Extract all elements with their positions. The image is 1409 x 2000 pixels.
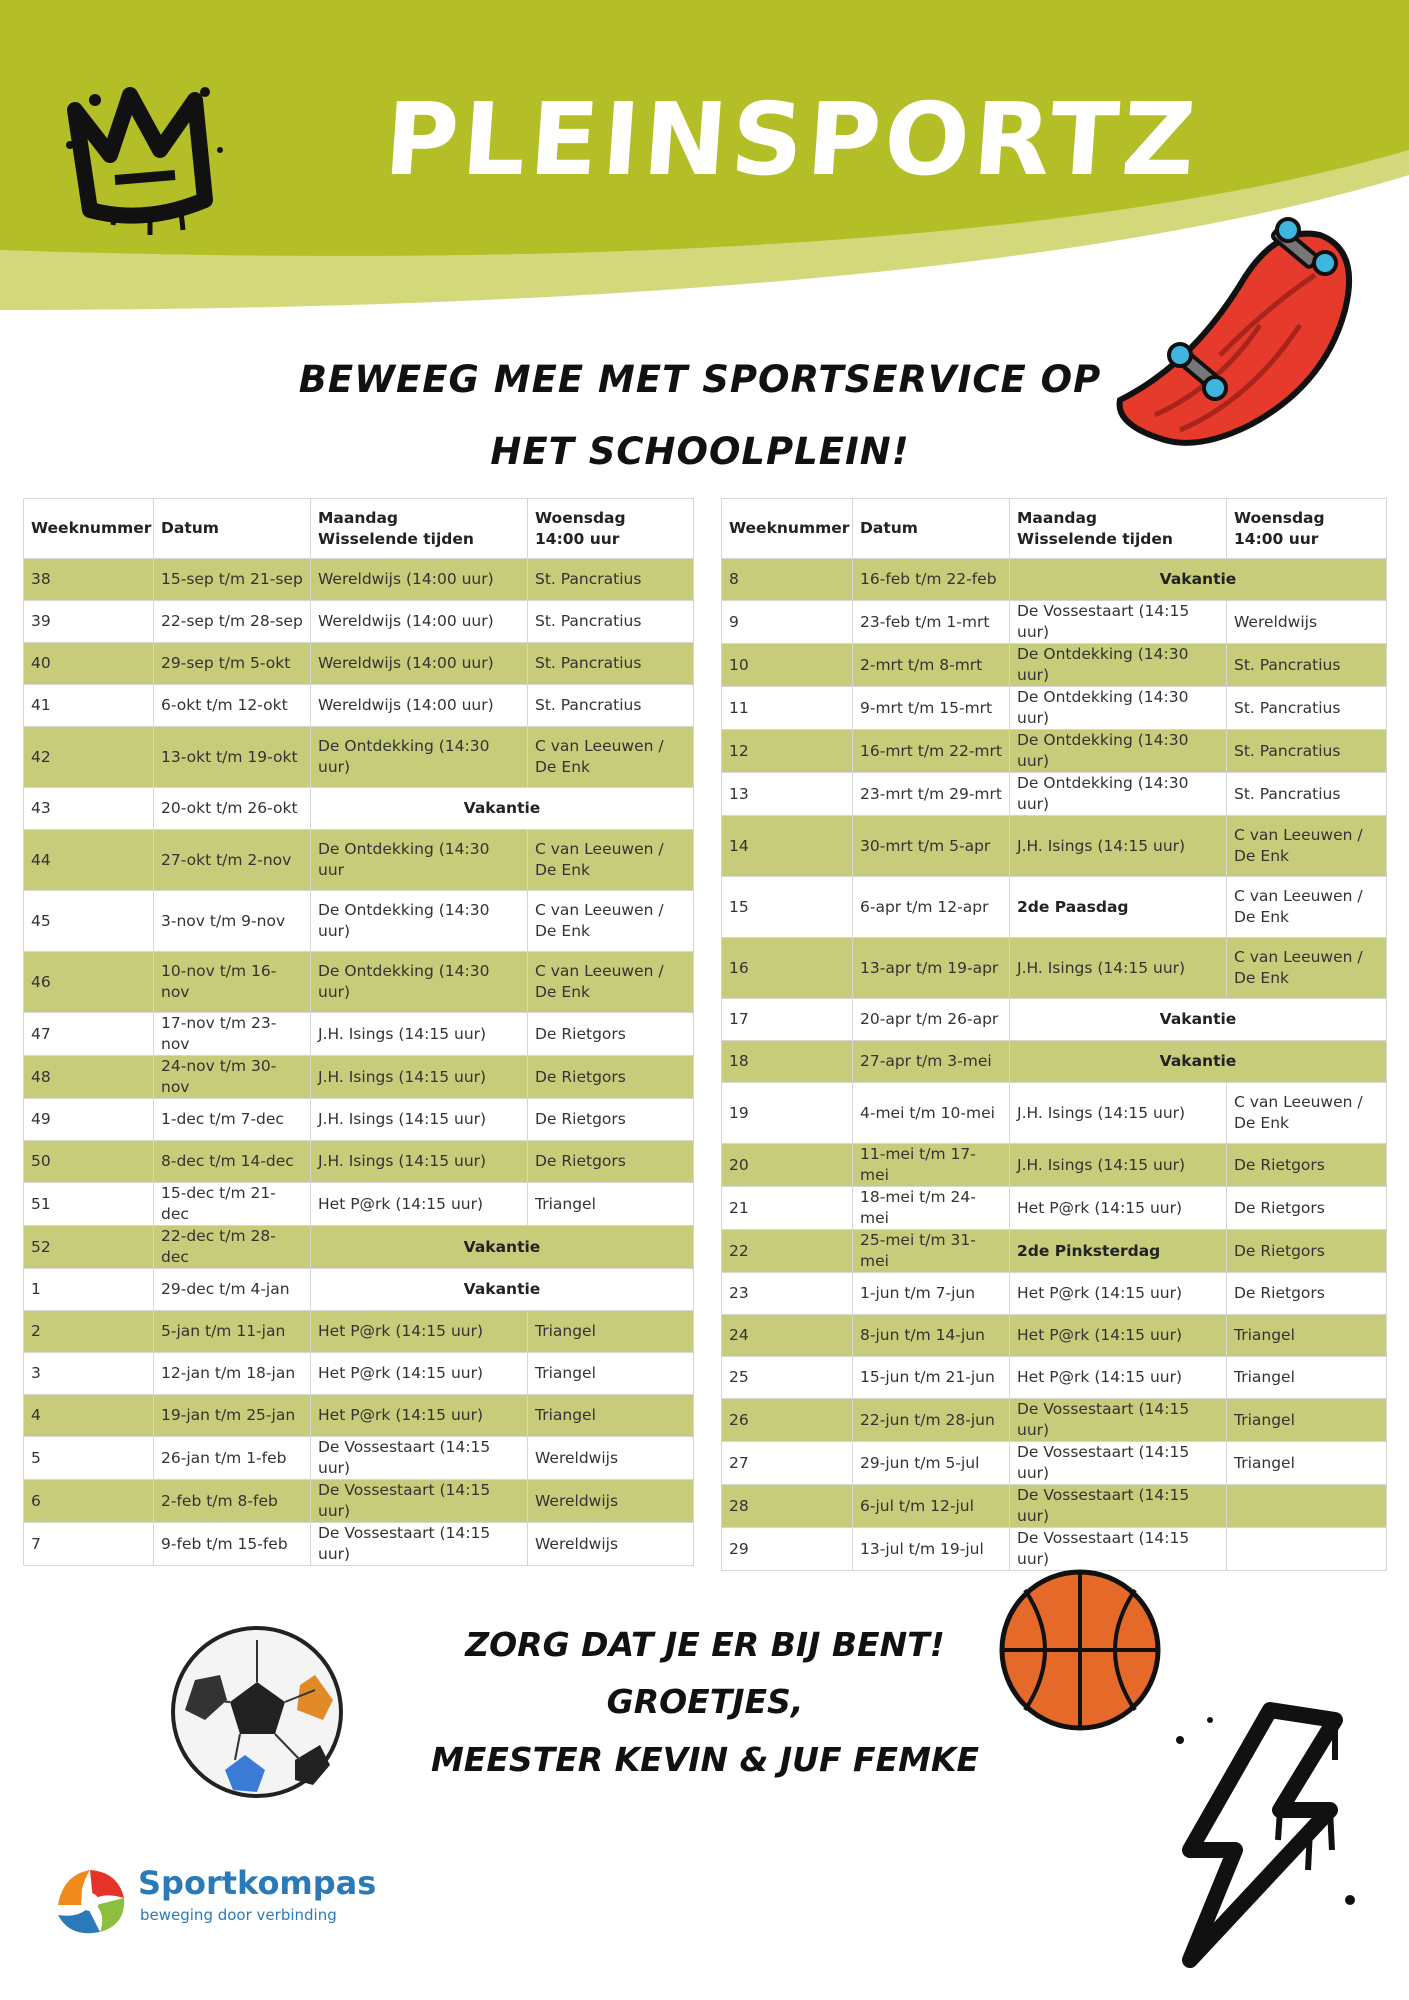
cell-date: 27-apr t/m 3-mei [853,1041,1010,1083]
cell-monday: Het P@rk (14:15 uur) [311,1183,528,1226]
cell-week: 16 [722,938,853,999]
cell-wednesday: Triangel [528,1183,694,1226]
cell-monday: De Ontdekking (14:30 uur) [311,952,528,1013]
cell-monday: Wereldwijs (14:00 uur) [311,643,528,685]
header-week: Weeknummer [24,499,154,559]
cell-wednesday: De Rietgors [1227,1144,1387,1187]
cell-date: 1-dec t/m 7-dec [154,1099,311,1141]
cell-monday: De Ontdekking (14:30 uur [311,830,528,891]
table-row [24,1353,694,1395]
cell-week: 39 [24,601,154,643]
cell-monday: De Ontdekking (14:30 uur) [1010,644,1227,687]
cell-week: 3 [24,1353,154,1395]
cell-date: 22-dec t/m 28-dec [154,1226,311,1269]
cell-week: 2 [24,1311,154,1353]
cell-week: 11 [722,687,853,730]
skateboard-icon [1100,215,1370,455]
cell-monday: Het P@rk (14:15 uur) [1010,1315,1227,1357]
table-row [24,1523,694,1566]
header-monday: Maandag Wisselende tijden [311,499,528,559]
cell-wednesday: Triangel [528,1311,694,1353]
cell-week: 1 [24,1269,154,1311]
logo-tagline: beweging door verbinding [140,1906,337,1924]
table-row [722,1357,1387,1399]
cell-week: 14 [722,816,853,877]
cell-week: 52 [24,1226,154,1269]
table-row [24,643,694,685]
cell-wednesday: De Rietgors [528,1141,694,1183]
cell-wednesday: Wereldwijs [528,1437,694,1480]
cell-wednesday: C van Leeuwen / De Enk [1227,877,1387,938]
table-row [722,644,1387,687]
table-row [722,1315,1387,1357]
page-title: PLEINSPORTZ [380,81,1203,198]
schedule-body-left [24,559,694,1566]
cell-wednesday [1227,1528,1387,1571]
cell-date: 25-mei t/m 31-mei [853,1230,1010,1273]
table-row [24,559,694,601]
cell-monday: Het P@rk (14:15 uur) [311,1353,528,1395]
cell-date: 26-jan t/m 1-feb [154,1437,311,1480]
cell-date: 20-apr t/m 26-apr [853,999,1010,1041]
cell-date: 16-mrt t/m 22-mrt [853,730,1010,773]
cell-week: 46 [24,952,154,1013]
cell-wednesday: St. Pancratius [528,643,694,685]
table-row [722,1083,1387,1144]
cell-week: 28 [722,1485,853,1528]
table-row [722,730,1387,773]
cell-date: 15-sep t/m 21-sep [154,559,311,601]
cell-date: 10-nov t/m 16-nov [154,952,311,1013]
cell-date: 5-jan t/m 11-jan [154,1311,311,1353]
table-row [24,1013,694,1056]
cell-week: 40 [24,643,154,685]
cell-week: 43 [24,788,154,830]
cell-week: 6 [24,1480,154,1523]
cell-merged: Vakantie [311,1269,694,1311]
cell-date: 11-mei t/m 17-mei [853,1144,1010,1187]
table-row [24,601,694,643]
cell-date: 24-nov t/m 30-nov [154,1056,311,1099]
cell-monday: De Ontdekking (14:30 uur) [1010,773,1227,816]
table-row [722,773,1387,816]
cell-date: 6-apr t/m 12-apr [853,877,1010,938]
cell-date: 6-jul t/m 12-jul [853,1485,1010,1528]
cell-monday: 2de Paasdag [1010,877,1227,938]
cell-date: 20-okt t/m 26-okt [154,788,311,830]
table-row [24,830,694,891]
cell-week: 10 [722,644,853,687]
cell-week: 47 [24,1013,154,1056]
table-row [24,685,694,727]
cell-week: 38 [24,559,154,601]
table-row [722,816,1387,877]
table-row [722,1144,1387,1187]
cell-week: 44 [24,830,154,891]
cell-monday: De Ontdekking (14:30 uur) [311,891,528,952]
closing-line-2: GROETJES, [606,1682,804,1721]
soccer-ball-icon [165,1620,350,1805]
table-row [722,559,1387,601]
subtitle-line-1: BEWEEG MEE MET SPORTSERVICE OP [298,358,1102,401]
cell-date: 22-jun t/m 28-jun [853,1399,1010,1442]
basketball-icon [995,1565,1165,1735]
cell-merged: Vakantie [311,1226,694,1269]
table-row [24,1056,694,1099]
cell-week: 26 [722,1399,853,1442]
schedule-table-left [23,498,694,1566]
cell-week: 19 [722,1083,853,1144]
cell-date: 29-dec t/m 4-jan [154,1269,311,1311]
table-row [24,1269,694,1311]
cell-monday: J.H. Isings (14:15 uur) [311,1099,528,1141]
cell-monday: J.H. Isings (14:15 uur) [1010,816,1227,877]
cell-monday: Wereldwijs (14:00 uur) [311,601,528,643]
cell-date: 15-dec t/m 21-dec [154,1183,311,1226]
cell-merged: Vakantie [1010,559,1387,601]
cell-date: 9-feb t/m 15-feb [154,1523,311,1566]
cell-week: 4 [24,1395,154,1437]
cell-wednesday: C van Leeuwen / De Enk [1227,816,1387,877]
cell-week: 9 [722,601,853,644]
cell-wednesday: C van Leeuwen / De Enk [528,830,694,891]
header-monday: Maandag Wisselende tijden [1010,499,1227,559]
logo-name: Sportkompas [138,1864,377,1902]
table-row [24,1099,694,1141]
cell-monday: Het P@rk (14:15 uur) [311,1311,528,1353]
cell-merged: Vakantie [311,788,694,830]
cell-date: 12-jan t/m 18-jan [154,1353,311,1395]
cell-week: 49 [24,1099,154,1141]
cell-monday: De Vossestaart (14:15 uur) [1010,1399,1227,1442]
cell-week: 17 [722,999,853,1041]
cell-monday: J.H. Isings (14:15 uur) [1010,938,1227,999]
cell-week: 20 [722,1144,853,1187]
subtitle-line-2: HET SCHOOLPLEIN! [490,430,910,473]
cell-wednesday: C van Leeuwen / De Enk [1227,938,1387,999]
cell-date: 2-mrt t/m 8-mrt [853,644,1010,687]
lightning-icon [1150,1700,1360,1970]
cell-wednesday: St. Pancratius [1227,773,1387,816]
cell-week: 42 [24,727,154,788]
cell-week: 48 [24,1056,154,1099]
table-row [722,999,1387,1041]
table-row [24,952,694,1013]
cell-date: 9-mrt t/m 15-mrt [853,687,1010,730]
table-row [722,1273,1387,1315]
cell-date: 6-okt t/m 12-okt [154,685,311,727]
cell-week: 22 [722,1230,853,1273]
sportkompas-logo-icon [48,1860,132,1940]
cell-week: 15 [722,877,853,938]
cell-wednesday [1227,1485,1387,1528]
cell-monday: De Vossestaart (14:15 uur) [311,1480,528,1523]
cell-monday: J.H. Isings (14:15 uur) [311,1013,528,1056]
cell-date: 4-mei t/m 10-mei [853,1083,1010,1144]
cell-wednesday: St. Pancratius [528,601,694,643]
cell-monday: J.H. Isings (14:15 uur) [311,1056,528,1099]
cell-date: 22-sep t/m 28-sep [154,601,311,643]
cell-date: 2-feb t/m 8-feb [154,1480,311,1523]
table-row [24,1311,694,1353]
cell-wednesday: Triangel [528,1395,694,1437]
cell-wednesday: St. Pancratius [1227,687,1387,730]
cell-week: 23 [722,1273,853,1315]
cell-week: 8 [722,559,853,601]
cell-monday: Wereldwijs (14:00 uur) [311,685,528,727]
table-row [24,1226,694,1269]
cell-monday: De Vossestaart (14:15 uur) [311,1523,528,1566]
table-row [722,1399,1387,1442]
table-row [24,1183,694,1226]
cell-week: 25 [722,1357,853,1399]
cell-date: 16-feb t/m 22-feb [853,559,1010,601]
cell-wednesday: De Rietgors [528,1099,694,1141]
cell-date: 18-mei t/m 24-mei [853,1187,1010,1230]
cell-date: 13-okt t/m 19-okt [154,727,311,788]
table-row [24,1480,694,1523]
cell-date: 19-jan t/m 25-jan [154,1395,311,1437]
cell-wednesday: St. Pancratius [1227,730,1387,773]
cell-wednesday: De Rietgors [528,1056,694,1099]
cell-wednesday: Triangel [1227,1357,1387,1399]
cell-wednesday: Wereldwijs [528,1523,694,1566]
cell-week: 41 [24,685,154,727]
cell-wednesday: Wereldwijs [1227,601,1387,644]
cell-monday: Wereldwijs (14:00 uur) [311,559,528,601]
header-date: Datum [154,499,311,559]
cell-week: 51 [24,1183,154,1226]
cell-date: 8-dec t/m 14-dec [154,1141,311,1183]
cell-merged: Vakantie [1010,1041,1387,1083]
cell-monday: J.H. Isings (14:15 uur) [1010,1144,1227,1187]
schedule-table-right [721,498,1387,1571]
cell-wednesday: Triangel [1227,1315,1387,1357]
cell-week: 7 [24,1523,154,1566]
cell-monday: De Vossestaart (14:15 uur) [1010,601,1227,644]
cell-date: 13-apr t/m 19-apr [853,938,1010,999]
header-date: Datum [853,499,1010,559]
cell-wednesday: C van Leeuwen / De Enk [528,891,694,952]
cell-week: 5 [24,1437,154,1480]
cell-week: 24 [722,1315,853,1357]
cell-wednesday: St. Pancratius [528,559,694,601]
cell-week: 29 [722,1528,853,1571]
cell-week: 27 [722,1442,853,1485]
table-header-row [24,499,694,559]
cell-date: 27-okt t/m 2-nov [154,830,311,891]
cell-wednesday: St. Pancratius [1227,644,1387,687]
cell-monday: De Ontdekking (14:30 uur) [311,727,528,788]
cell-date: 23-mrt t/m 29-mrt [853,773,1010,816]
cell-week: 18 [722,1041,853,1083]
cell-week: 13 [722,773,853,816]
cell-date: 13-jul t/m 19-jul [853,1528,1010,1571]
cell-monday: Het P@rk (14:15 uur) [1010,1357,1227,1399]
cell-monday: Het P@rk (14:15 uur) [1010,1187,1227,1230]
cell-week: 45 [24,891,154,952]
table-row [24,1395,694,1437]
cell-monday: Het P@rk (14:15 uur) [311,1395,528,1437]
cell-wednesday: De Rietgors [528,1013,694,1056]
cell-monday: J.H. Isings (14:15 uur) [311,1141,528,1183]
cell-date: 8-jun t/m 14-jun [853,1315,1010,1357]
cell-date: 29-jun t/m 5-jul [853,1442,1010,1485]
table-row [722,601,1387,644]
cell-wednesday: C van Leeuwen / De Enk [528,952,694,1013]
table-row [722,687,1387,730]
cell-monday: De Ontdekking (14:30 uur) [1010,687,1227,730]
crown-icon [55,70,235,240]
cell-monday: De Vossestaart (14:15 uur) [1010,1485,1227,1528]
table-row [722,1187,1387,1230]
cell-week: 21 [722,1187,853,1230]
cell-wednesday: Triangel [1227,1399,1387,1442]
cell-monday: De Vossestaart (14:15 uur) [1010,1442,1227,1485]
table-header-row [722,499,1387,559]
cell-wednesday: De Rietgors [1227,1230,1387,1273]
header-wednesday: Woensdag 14:00 uur [528,499,694,559]
header-week: Weeknummer [722,499,853,559]
cell-date: 30-mrt t/m 5-apr [853,816,1010,877]
cell-merged: Vakantie [1010,999,1387,1041]
cell-monday: De Ontdekking (14:30 uur) [1010,730,1227,773]
cell-wednesday: Triangel [1227,1442,1387,1485]
table-row [24,727,694,788]
table-row [24,1437,694,1480]
table-row [24,891,694,952]
cell-monday: J.H. Isings (14:15 uur) [1010,1083,1227,1144]
closing-line-3: MEESTER KEVIN & JUF FEMKE [430,1740,980,1779]
header-wednesday: Woensdag 14:00 uur [1227,499,1387,559]
table-row [24,788,694,830]
cell-date: 1-jun t/m 7-jun [853,1273,1010,1315]
cell-wednesday: Triangel [528,1353,694,1395]
table-row [722,1230,1387,1273]
cell-wednesday: St. Pancratius [528,685,694,727]
cell-date: 15-jun t/m 21-jun [853,1357,1010,1399]
cell-monday: 2de Pinksterdag [1010,1230,1227,1273]
cell-wednesday: De Rietgors [1227,1187,1387,1230]
cell-monday: De Vossestaart (14:15 uur) [1010,1528,1227,1571]
cell-date: 23-feb t/m 1-mrt [853,601,1010,644]
table-row [722,877,1387,938]
cell-monday: Het P@rk (14:15 uur) [1010,1273,1227,1315]
cell-wednesday: C van Leeuwen / De Enk [528,727,694,788]
table-row [722,1485,1387,1528]
cell-week: 12 [722,730,853,773]
cell-week: 50 [24,1141,154,1183]
cell-date: 29-sep t/m 5-okt [154,643,311,685]
cell-monday: De Vossestaart (14:15 uur) [311,1437,528,1480]
cell-date: 3-nov t/m 9-nov [154,891,311,952]
cell-wednesday: De Rietgors [1227,1273,1387,1315]
table-row [722,1442,1387,1485]
table-row [722,938,1387,999]
table-row [722,1041,1387,1083]
sportkompas-logo [48,1860,377,1940]
closing-line-1: ZORG DAT JE ER BIJ BENT! [465,1625,945,1664]
cell-date: 17-nov t/m 23-nov [154,1013,311,1056]
cell-wednesday: C van Leeuwen / De Enk [1227,1083,1387,1144]
cell-wednesday: Wereldwijs [528,1480,694,1523]
schedule-body-right [722,559,1387,1571]
table-row [24,1141,694,1183]
